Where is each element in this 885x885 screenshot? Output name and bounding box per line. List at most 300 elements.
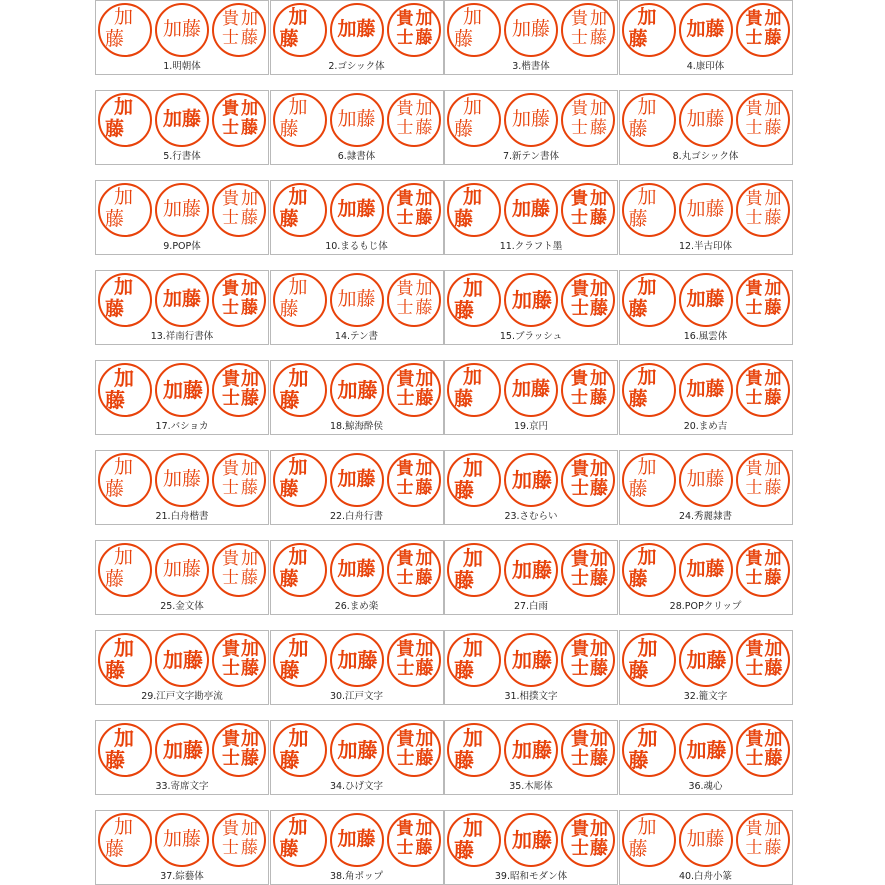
seal-character: 加 [590, 639, 608, 660]
seal-previews [96, 3, 268, 63]
seal-horizontal-name [330, 363, 384, 417]
seal-character: 藤 [764, 748, 783, 769]
seal-character: 士 [571, 748, 589, 769]
seal-character: 加 [764, 99, 782, 119]
seal-character: 藤 [279, 118, 299, 140]
seal-character: 士 [745, 118, 763, 138]
seal-character: 加藤 [163, 18, 202, 40]
seal-previews [445, 723, 617, 783]
seal-horizontal-name [504, 183, 558, 237]
seal-previews [620, 813, 792, 873]
font-sample-card[interactable] [619, 630, 793, 705]
font-sample-card[interactable] [270, 90, 444, 165]
seal-character: 加 [637, 96, 657, 118]
font-sample-card[interactable] [619, 0, 793, 75]
seal-previews [620, 453, 792, 513]
font-sample-card[interactable] [270, 810, 444, 885]
seal-character: 加 [637, 726, 658, 750]
font-sample-card[interactable] [619, 360, 793, 435]
seal-character: 藤 [454, 478, 474, 502]
seal-character: 加 [288, 456, 308, 478]
seal-character: 加 [590, 729, 608, 750]
seal-character: 加 [415, 819, 433, 839]
seal-previews [620, 93, 792, 153]
seal-character: 藤 [415, 208, 433, 228]
seal-vertical-name [273, 273, 327, 327]
seal-full-name [736, 363, 790, 417]
seal-character: 藤 [590, 298, 608, 319]
font-name-label: 31.相撲文字 [504, 691, 558, 702]
seal-character: 加藤 [512, 378, 551, 400]
font-name-label: 39.昭和モダン体 [494, 871, 568, 882]
seal-vertical-name [98, 813, 152, 867]
seal-full-name [736, 93, 790, 147]
seal-character: 藤 [241, 748, 259, 769]
seal-character: 士 [745, 658, 764, 679]
seal-full-name [387, 93, 441, 147]
seal-full-name [212, 723, 266, 777]
font-sample-card[interactable] [444, 720, 618, 795]
seal-vertical-name [622, 273, 676, 327]
seal-character: 士 [222, 388, 240, 409]
font-name-label: 40.白舟小篆 [678, 871, 733, 882]
font-name-label: 26.まめ楽 [334, 601, 379, 612]
seal-full-name [212, 3, 266, 57]
font-row [95, 0, 793, 75]
font-name-label: 34.ひげ文字 [329, 781, 384, 792]
seal-character: 貴 [222, 729, 240, 750]
seal-character: 加 [241, 369, 259, 390]
seal-character: 加藤 [512, 288, 552, 312]
seal-character: 加 [415, 189, 433, 209]
seal-character: 藤 [241, 838, 258, 858]
seal-character: 加 [764, 819, 782, 839]
seal-character: 貴 [571, 99, 588, 119]
seal-full-name [212, 93, 266, 147]
font-name-label: 10.まるもじ体 [325, 241, 388, 252]
seal-character: 士 [396, 478, 414, 498]
seal-character: 士 [571, 478, 589, 499]
font-sample-card[interactable] [95, 360, 269, 435]
font-sample-card[interactable] [619, 180, 793, 255]
seal-character: 藤 [415, 478, 433, 498]
seal-character: 藤 [454, 208, 474, 230]
font-name-label: 2.ゴシック体 [328, 61, 385, 72]
seal-character: 加 [463, 816, 483, 840]
seal-character: 貴 [745, 279, 763, 299]
seal-vertical-name [622, 543, 676, 597]
seal-character: 貴 [745, 99, 763, 119]
seal-full-name [736, 633, 790, 687]
font-sample-card[interactable] [95, 540, 269, 615]
seal-previews [445, 363, 617, 423]
font-sample-card[interactable] [270, 180, 444, 255]
font-name-label: 3.楷書体 [512, 61, 550, 72]
seal-character: 士 [745, 28, 763, 48]
seal-previews [445, 93, 617, 153]
seal-vertical-name [98, 633, 152, 687]
seal-horizontal-name [330, 723, 384, 777]
seal-character: 貴 [571, 819, 589, 840]
seal-vertical-name [447, 273, 501, 327]
seal-character: 貴 [396, 189, 414, 209]
seal-character: 藤 [105, 298, 125, 320]
seal-horizontal-name [155, 93, 209, 147]
seal-character: 藤 [590, 568, 608, 589]
seal-character: 藤 [764, 298, 782, 318]
seal-character: 士 [222, 658, 240, 679]
seal-character: 士 [396, 28, 414, 48]
font-sample-card[interactable] [444, 450, 618, 525]
font-sample-card[interactable] [619, 270, 793, 345]
seal-character: 藤 [628, 838, 648, 860]
seal-character: 士 [571, 388, 588, 408]
font-sample-card[interactable] [619, 90, 793, 165]
seal-horizontal-name [679, 543, 733, 597]
seal-horizontal-name [679, 93, 733, 147]
seal-character: 藤 [628, 28, 648, 50]
seal-horizontal-name [155, 813, 209, 867]
font-name-label: 4.康印体 [686, 61, 725, 72]
seal-vertical-name [273, 543, 327, 597]
seal-character: 貴 [396, 279, 414, 299]
seal-character: 加 [463, 186, 483, 208]
seal-horizontal-name [679, 273, 733, 327]
seal-vertical-name [447, 453, 501, 507]
seal-character: 士 [745, 208, 763, 228]
seal-character: 加 [637, 6, 657, 28]
seal-full-name [212, 633, 266, 687]
seal-character: 加 [764, 639, 783, 660]
seal-character: 加 [463, 726, 483, 750]
font-sample-card[interactable] [444, 180, 618, 255]
font-name-label: 25.金文体 [160, 601, 204, 612]
font-name-label: 7.新テン書体 [502, 151, 560, 162]
seal-character: 加藤 [686, 468, 725, 490]
seal-previews [96, 543, 268, 603]
seal-character: 加藤 [163, 198, 202, 220]
seal-previews [271, 723, 443, 783]
seal-character: 貴 [745, 549, 763, 569]
seal-horizontal-name [679, 363, 733, 417]
seal-character: 加 [241, 9, 258, 29]
seal-character: 貴 [222, 279, 239, 299]
seal-character: 加 [764, 729, 783, 750]
font-sample-card[interactable] [270, 630, 444, 705]
seal-full-name [212, 543, 266, 597]
seal-character: 加 [637, 186, 657, 208]
seal-character: 藤 [105, 388, 125, 412]
seal-character: 藤 [279, 478, 299, 500]
seal-character: 加 [415, 279, 433, 299]
seal-previews [271, 363, 443, 423]
font-name-label: 9.POP体 [163, 241, 201, 252]
font-sample-card[interactable] [95, 630, 269, 705]
seal-horizontal-name [504, 543, 558, 597]
seal-character: 加 [764, 279, 782, 299]
seal-full-name [387, 273, 441, 327]
font-sample-card[interactable] [270, 360, 444, 435]
seal-character: 加藤 [337, 108, 376, 130]
seal-character: 士 [396, 658, 415, 679]
seal-character: 加 [415, 729, 434, 750]
font-sample-card[interactable] [619, 450, 793, 525]
font-sample-card[interactable] [95, 270, 269, 345]
seal-previews [620, 273, 792, 333]
seal-full-name [561, 813, 615, 867]
seal-character: 加 [241, 729, 259, 750]
seal-full-name [561, 723, 615, 777]
seal-horizontal-name [330, 93, 384, 147]
seal-character: 加藤 [337, 18, 376, 40]
font-sample-card[interactable] [95, 180, 269, 255]
seal-character: 加 [288, 96, 308, 118]
seal-character: 加 [114, 456, 134, 478]
seal-character: 加 [415, 369, 434, 390]
font-sample-card[interactable] [444, 270, 618, 345]
seal-character: 加 [114, 816, 134, 838]
seal-character: 貴 [222, 819, 239, 839]
font-name-label: 21.白舟楷書 [155, 511, 209, 522]
font-sample-card[interactable] [444, 90, 618, 165]
seal-character: 貴 [396, 99, 414, 119]
seal-vertical-name [622, 93, 676, 147]
font-sample-card[interactable] [270, 450, 444, 525]
font-sample-card[interactable] [95, 0, 269, 75]
seal-character: 藤 [590, 28, 607, 48]
seal-character: 藤 [279, 568, 299, 590]
seal-character: 士 [396, 388, 415, 409]
seal-character: 藤 [764, 388, 782, 408]
seal-character: 藤 [105, 208, 125, 230]
seal-character: 士 [222, 28, 239, 48]
seal-character: 士 [396, 838, 414, 858]
seal-horizontal-name [330, 543, 384, 597]
seal-character: 加 [463, 366, 483, 388]
font-sample-card[interactable] [444, 540, 618, 615]
seal-character: 士 [571, 118, 588, 138]
seal-vertical-name [98, 273, 152, 327]
seal-vertical-name [622, 183, 676, 237]
seal-vertical-name [447, 93, 501, 147]
seal-character: 士 [571, 838, 589, 859]
font-sample-card[interactable] [444, 810, 618, 885]
seal-previews [271, 633, 443, 693]
font-sample-card[interactable] [444, 0, 618, 75]
seal-vertical-name [98, 363, 152, 417]
seal-character: 加 [241, 99, 258, 119]
seal-character: 加藤 [163, 288, 202, 310]
seal-character: 藤 [279, 28, 299, 50]
seal-character: 藤 [415, 568, 433, 588]
seal-full-name [387, 3, 441, 57]
seal-character: 藤 [764, 28, 782, 48]
seal-full-name [387, 183, 441, 237]
seal-horizontal-name [504, 93, 558, 147]
seal-character: 貴 [571, 549, 589, 570]
seal-character: 加 [114, 726, 134, 750]
seal-previews [445, 813, 617, 873]
seal-vertical-name [622, 813, 676, 867]
seal-character: 加藤 [512, 198, 551, 220]
seal-character: 貴 [745, 639, 764, 660]
seal-character: 藤 [764, 658, 783, 679]
seal-character: 藤 [454, 658, 474, 682]
font-sample-card[interactable] [619, 540, 793, 615]
seal-character: 藤 [415, 748, 434, 769]
seal-character: 士 [745, 478, 763, 498]
seal-previews [445, 453, 617, 513]
seal-character: 加藤 [512, 738, 552, 762]
seal-character: 藤 [415, 28, 433, 48]
font-sample-card[interactable] [444, 360, 618, 435]
seal-character: 加 [590, 549, 608, 570]
font-name-label: 13.祥南行書体 [150, 331, 214, 342]
seal-character: 加藤 [686, 378, 725, 400]
seal-character: 藤 [415, 658, 434, 679]
seal-character: 貴 [222, 189, 239, 209]
seal-character: 加藤 [163, 468, 202, 490]
seal-character: 藤 [454, 838, 474, 862]
font-sample-card[interactable] [270, 270, 444, 345]
seal-character: 藤 [241, 208, 258, 228]
font-sample-card[interactable] [95, 90, 269, 165]
seal-previews [445, 543, 617, 603]
seal-character: 加藤 [163, 378, 203, 402]
font-sample-card[interactable] [95, 720, 269, 795]
seal-character: 士 [222, 838, 239, 858]
seal-full-name [561, 93, 615, 147]
seal-character: 加 [637, 276, 657, 298]
seal-character: 藤 [105, 838, 125, 860]
seal-previews [445, 273, 617, 333]
seal-character: 藤 [279, 748, 300, 772]
seal-character: 加 [241, 459, 258, 479]
seal-character: 藤 [454, 748, 474, 772]
seal-character: 加 [288, 546, 308, 568]
seal-vertical-name [273, 363, 327, 417]
seal-horizontal-name [155, 543, 209, 597]
seal-character: 藤 [628, 208, 648, 230]
seal-previews [271, 813, 443, 873]
font-sample-card[interactable] [270, 540, 444, 615]
font-sample-card[interactable] [619, 810, 793, 885]
seal-character: 加 [590, 369, 607, 389]
seal-character: 藤 [241, 28, 258, 48]
font-name-label: 28.POPクリップ [669, 601, 742, 612]
seal-character: 藤 [628, 748, 649, 772]
font-sample-card[interactable] [444, 630, 618, 705]
font-row [95, 810, 793, 885]
seal-character: 貴 [745, 819, 763, 839]
seal-character: 藤 [628, 388, 648, 410]
seal-character: 加 [241, 549, 258, 569]
seal-character: 藤 [454, 28, 474, 50]
seal-character: 加 [590, 9, 607, 29]
seal-full-name [387, 723, 441, 777]
font-row [95, 720, 793, 795]
seal-full-name [212, 273, 266, 327]
seal-full-name [736, 273, 790, 327]
font-sample-card[interactable] [270, 720, 444, 795]
seal-character: 加 [288, 6, 308, 28]
seal-horizontal-name [679, 3, 733, 57]
seal-character: 加 [288, 816, 308, 838]
seal-character: 士 [222, 208, 239, 228]
seal-character: 加 [415, 549, 433, 569]
seal-character: 加 [241, 279, 258, 299]
seal-character: 藤 [590, 388, 607, 408]
seal-character: 加藤 [512, 468, 552, 492]
seal-character: 加 [463, 636, 483, 660]
seal-character: 加 [590, 99, 607, 119]
seal-horizontal-name [330, 273, 384, 327]
seal-horizontal-name [155, 453, 209, 507]
seal-horizontal-name [679, 723, 733, 777]
seal-character: 藤 [454, 118, 474, 140]
seal-character: 士 [396, 208, 414, 228]
seal-character: 士 [396, 118, 414, 138]
seal-vertical-name [98, 93, 152, 147]
seal-character: 加 [241, 639, 259, 660]
seal-horizontal-name [330, 453, 384, 507]
seal-character: 加藤 [686, 558, 725, 580]
font-name-label: 19.京円 [513, 421, 549, 432]
seal-character: 藤 [415, 838, 433, 858]
seal-character: 藤 [241, 568, 258, 588]
seal-character: 藤 [415, 118, 433, 138]
seal-character: 藤 [590, 748, 608, 769]
seal-character: 藤 [105, 748, 125, 772]
font-sample-card[interactable] [95, 810, 269, 885]
seal-character: 加 [764, 549, 782, 569]
font-row [95, 540, 793, 615]
seal-horizontal-name [155, 183, 209, 237]
seal-character: 加 [288, 186, 308, 208]
seal-character: 貴 [745, 369, 763, 389]
seal-full-name [561, 273, 615, 327]
seal-vertical-name [273, 183, 327, 237]
seal-character: 貴 [745, 9, 763, 29]
seal-character: 加 [288, 276, 308, 298]
seal-character: 藤 [628, 118, 648, 140]
seal-character: 貴 [396, 729, 415, 750]
seal-full-name [212, 813, 266, 867]
seal-character: 加 [637, 456, 657, 478]
seal-character: 藤 [590, 118, 607, 138]
seal-character: 士 [571, 208, 588, 228]
seal-character: 貴 [571, 369, 588, 389]
seal-vertical-name [273, 93, 327, 147]
font-name-label: 35.木彫体 [509, 781, 553, 792]
font-sample-card[interactable] [619, 720, 793, 795]
seal-character: 藤 [105, 28, 125, 50]
seal-character: 加藤 [686, 108, 725, 130]
seal-vertical-name [447, 633, 501, 687]
seal-vertical-name [98, 543, 152, 597]
seal-character: 加藤 [686, 738, 727, 762]
seal-horizontal-name [330, 813, 384, 867]
font-name-label: 6.隷書体 [337, 151, 376, 162]
seal-character: 加 [463, 96, 483, 118]
font-name-label: 8.丸ゴシック体 [672, 151, 739, 162]
font-sample-card[interactable] [95, 450, 269, 525]
font-name-label: 16.風雲体 [683, 331, 728, 342]
seal-character: 加 [288, 726, 309, 750]
seal-vertical-name [447, 3, 501, 57]
seal-character: 加藤 [512, 648, 552, 672]
font-sample-card[interactable] [270, 0, 444, 75]
